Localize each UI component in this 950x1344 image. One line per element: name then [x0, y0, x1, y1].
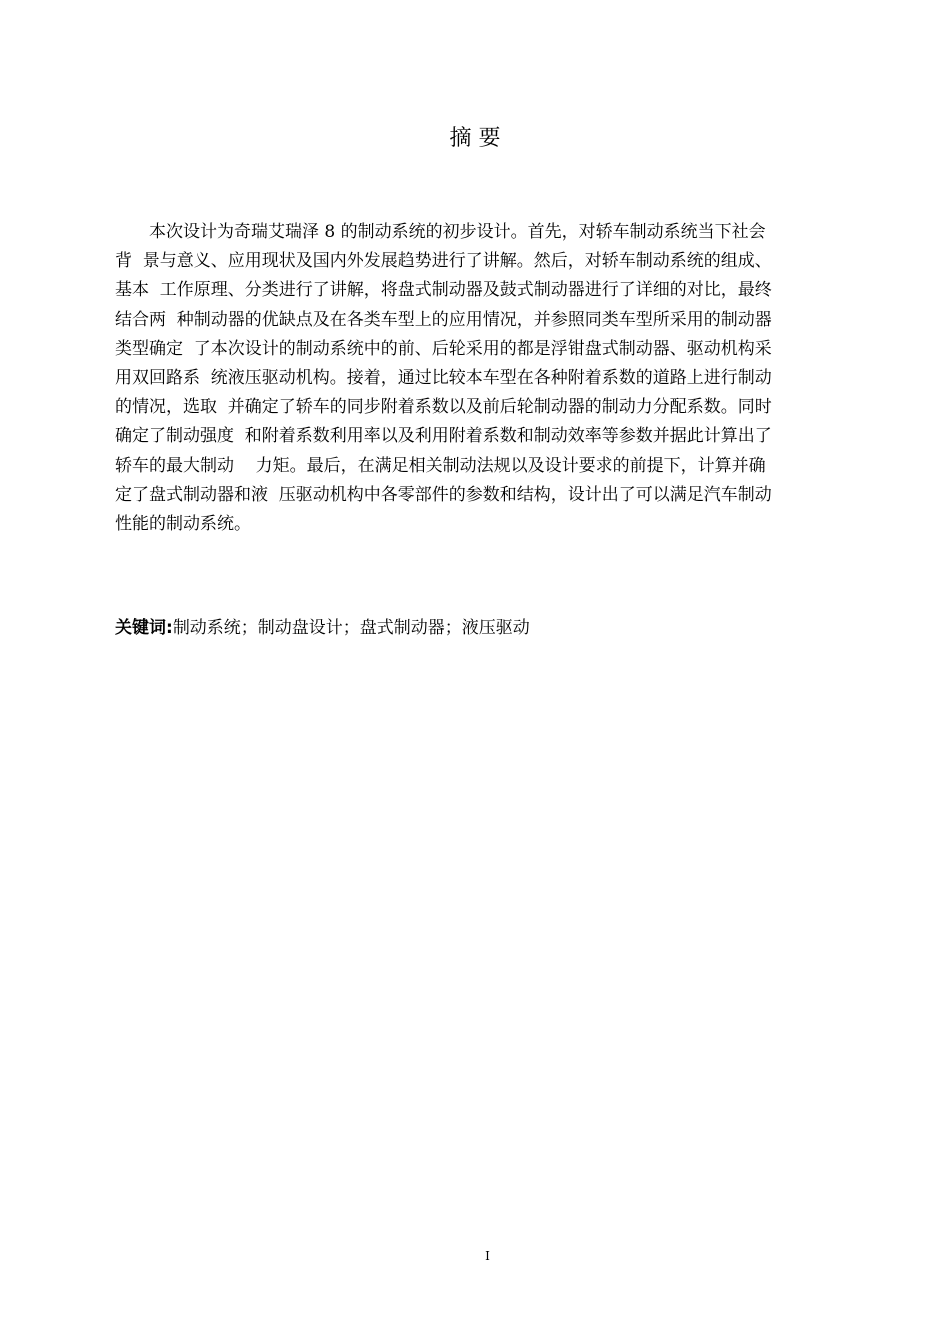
abstract-line: 轿车的最大制动 力矩。最后，在满足相关制动法规以及设计要求的前提下，计算并确 [115, 455, 766, 476]
abstract-line: 定了盘式制动器和液 压驱动机构中各零部件的参数和结构，设计出了可以满足汽车制动 [115, 484, 772, 505]
abstract-line: 结合两 种制动器的优缺点及在各类车型上的应用情况，并参照同类车型所采用的制动器 [115, 309, 772, 330]
abstract-line: 的情况，选取 并确定了轿车的同步附着系数以及前后轮制动器的制动力分配系数。同时 [115, 397, 772, 418]
keywords [115, 614, 530, 643]
abstract-body [115, 218, 855, 539]
page-number: I [485, 1249, 490, 1263]
abstract-line: 本次设计为奇瑞艾瑞泽 8 的制动系统的初步设计。首先，对轿车制动系统当下社会 [149, 222, 766, 242]
keywords-text: 制动系统；制动盘设计；盘式制动器；液压驱动 [172, 618, 530, 638]
abstract-line: 基本 工作原理、分类进行了讲解，将盘式制动器及鼓式制动器进行了详细的对比，最终 [115, 280, 772, 301]
abstract-line: 背 景与意义、应用现状及国内外发展趋势进行了讲解。然后，对轿车制动系统的组成、 [115, 251, 772, 272]
page-title: 摘 要 [449, 126, 501, 151]
abstract-line: 性能的制动系统。 [115, 513, 251, 534]
abstract-line: 类型确定 了本次设计的制动系统中的前、后轮采用的都是浮钳盘式制动器、驱动机构采 [115, 338, 772, 359]
keywords-label: 关键词: [115, 618, 173, 638]
abstract-line: 确定了制动强度 和附着系数利用率以及利用附着系数和制动效率等参数并据此计算出了 [115, 426, 772, 447]
abstract-line: 用双回路系 统液压驱动机构。接着，通过比较本车型在各种附着系数的道路上进行制动 [115, 367, 772, 388]
